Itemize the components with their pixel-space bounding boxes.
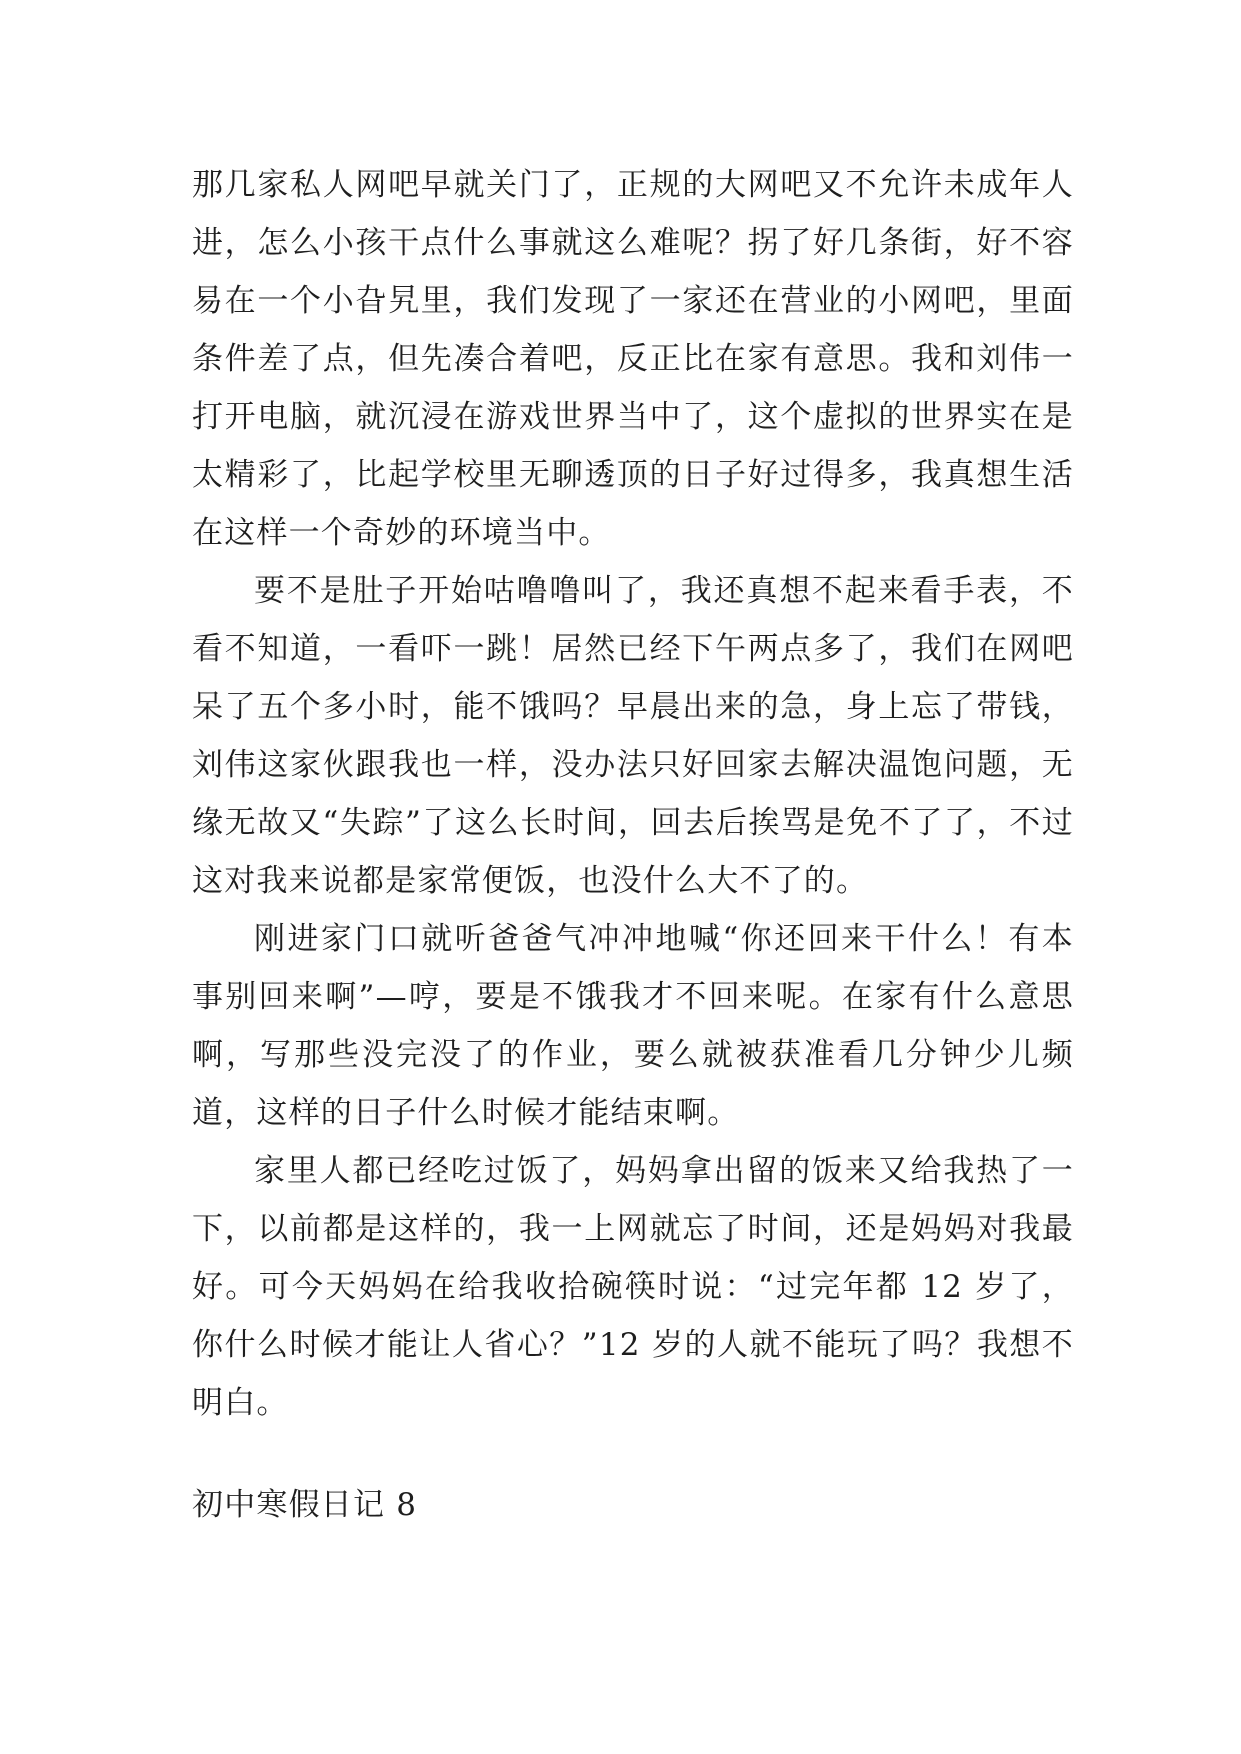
paragraph-1: 那几家私人网吧早就关门了，正规的大网吧又不允许未成年人进，怎么小孩干点什么事就这么难呢？拐了好几条街，好不容易在一个小旮旯里，我们发现了一家还在营业的小网吧，里面条件差了点，但先凑合着吧，反正比在家有意思。我和刘伟一打开电脑，就沉浸在游戏世界当中了，这个虚拟的世界实在是太精彩了，比起学校里无聊透顶的日子好过得多，我真想生活在这样一个奇妙的环境当中。 [192,167,1074,551]
paragraph-2: 要不是肚子开始咕噜噜叫了，我还真想不起来看手表，不看不知道，一看吓一跳！居然已经下午两点多了，我们在网吧呆了五个多小时，能不饿吗？早晨出来的急，身上忘了带钱，刘伟这家伙跟我也一样，没办法只好回家去解决温饱问题，无缘无故又“失踪”了这么长时间，回去后挨骂是免不了了，不过这对我来说都是家常便饭，也没什么大不了的。 [192,573,1074,899]
diary-body [192,156,1074,1432]
section-title: 初中寒假日记 8 [192,1487,418,1523]
paragraph-3: 刚进家门口就听爸爸气冲冲地喊“你还回来干什么！有本事别回来啊”—哼，要是不饿我才不回来呢。在家有什么意思啊，写那些没完没了的作业，要么就被获准看几分钟少儿频道，这样的日子什么时候才能结束啊。 [192,921,1074,1131]
paragraph-4: 家里人都已经吃过饭了，妈妈拿出留的饭来又给我热了一下，以前都是这样的，我一上网就忘了时间，还是妈妈对我最好。可今天妈妈在给我收拾碗筷时说：“过完年都 12 岁了，你什么时候才能让人省心？”12 岁的人就不能玩了吗？我想不明白。 [192,1153,1074,1421]
